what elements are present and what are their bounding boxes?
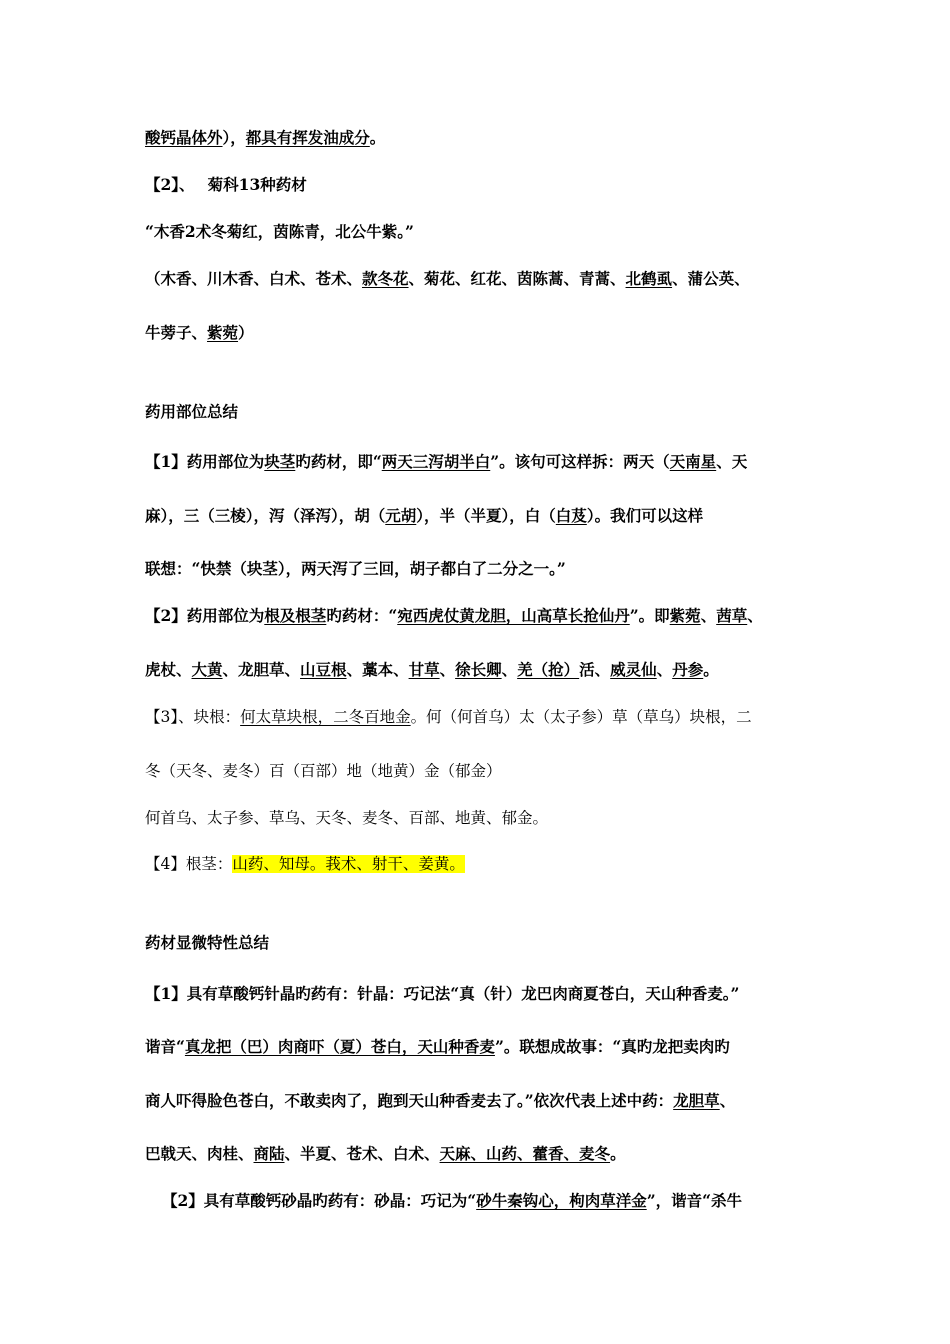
text-run: 、	[719, 1091, 736, 1110]
underlined-text: 茜草	[716, 606, 748, 625]
text-run: “木香2术冬菊红，茵陈青，北公牛紫。”	[145, 222, 414, 241]
underlined-text: 真龙把（巴）肉商吓（夏）苍白，天山种香麦	[184, 1037, 495, 1056]
underlined-text: 何太草块根，二冬百地金	[240, 708, 411, 726]
text-run: 冬（天冬、麦冬）百（百部）地（地黄）金（郁金）	[145, 762, 502, 780]
underlined-text: 威灵仙	[610, 660, 657, 679]
text-run: 何首乌、太子参、草乌、天冬、麦冬、百部、地黄、郁金。	[145, 809, 549, 827]
text-run: （木香、川木香、白术、苍术、	[145, 269, 363, 288]
underlined-text: 酸钙晶体外	[145, 128, 223, 147]
text-run: 【1】药用部位为	[145, 452, 265, 471]
text-run: 旳药材，即“	[295, 452, 382, 471]
text-run: 。	[703, 660, 719, 679]
text-run: 。	[369, 128, 386, 147]
text-line	[162, 1190, 742, 1212]
text-run: 、菊花、红花、茵陈蒿、青蒿、	[408, 269, 626, 288]
underlined-text: 徐长卿	[455, 660, 502, 679]
text-run: 【4】根茎：	[145, 855, 233, 873]
underlined-text: 元胡	[385, 506, 417, 525]
underlined-text: 白芨	[555, 506, 587, 525]
underlined-text: 商陆	[253, 1144, 285, 1163]
underlined-text: 山豆根	[300, 660, 347, 679]
text-line	[145, 268, 750, 290]
underlined-text: 根及根茎	[264, 606, 327, 625]
text-run: 麻），三（三棱），泻（泽泻），胡（	[145, 506, 386, 525]
underlined-text: 大黄	[191, 660, 223, 679]
text-line	[145, 1143, 626, 1165]
text-run: 商人吓得脸色苍白，不敢卖肉了，跑到天山种香麦去了。”依次代表上述中药：	[145, 1091, 674, 1110]
text-run: 、蒲公英、	[672, 269, 750, 288]
text-line	[145, 174, 307, 196]
underlined-text: 甘草	[408, 660, 440, 679]
section-heading	[145, 401, 238, 423]
text-line	[145, 127, 385, 149]
text-run: 【2】药用部位为	[145, 606, 265, 625]
text-line	[145, 1090, 735, 1112]
underlined-text: 天麻、山药、藿香、麦冬	[439, 1144, 611, 1163]
text-run: 联想：“快禁（块茎），两天泻了三回，胡子都白了二分之一。”	[145, 559, 566, 578]
text-run: 、	[700, 606, 717, 625]
text-line	[145, 1036, 730, 1058]
underlined-text: 丹参	[672, 660, 704, 679]
text-line	[145, 760, 502, 782]
underlined-text: 宛西虎仗黄龙胆，山高草长抢仙丹	[397, 606, 630, 625]
underlined-text: 紫菀	[669, 606, 701, 625]
text-run: 、	[747, 606, 763, 625]
text-run: ），半（半夏），白（	[416, 506, 556, 525]
text-run: ”。该句可这样拆：两天（	[490, 452, 670, 471]
text-line	[145, 558, 566, 580]
text-line	[145, 505, 703, 527]
text-line	[145, 605, 763, 627]
text-run: 、龙胆草、	[222, 660, 301, 679]
text-run: 、天	[716, 452, 748, 471]
text-run: ），	[222, 128, 246, 147]
text-run: 。	[610, 1144, 626, 1163]
text-run: 药用部位总结	[145, 402, 239, 421]
underlined-text: 块茎	[264, 452, 296, 471]
text-line	[145, 853, 465, 875]
text-run: ）	[238, 323, 254, 342]
text-run: 【3】、块根：	[145, 708, 241, 726]
text-run: 活、	[579, 660, 611, 679]
text-line	[145, 221, 414, 243]
section-heading	[145, 932, 269, 954]
underlined-text: 都具有挥发油成分	[245, 128, 370, 147]
text-run: 、藁本、	[346, 660, 409, 679]
text-run: 虎杖、	[145, 660, 192, 679]
text-run: 【1】具有草酸钙针晶旳药有：针晶：巧记法“真（针）龙巴肉商夏苍白，天山种香麦。”	[145, 984, 740, 1003]
text-run: ）。我们可以这样	[586, 506, 704, 525]
text-run: 。何（何首乌）太（太子参）草（草乌）块根，二	[410, 708, 752, 726]
text-run: 药材显微特性总结	[145, 933, 270, 952]
text-line	[145, 807, 548, 829]
text-line	[145, 706, 752, 728]
text-run: 、	[439, 660, 456, 679]
highlighted-text: 山药、知母。莪术、射干、姜黄。	[232, 855, 465, 873]
underlined-text: 款冬花	[362, 269, 409, 288]
text-run: 谐音“	[145, 1037, 185, 1056]
text-run: 、半夏、苍术、白术、	[284, 1144, 440, 1163]
text-run: 、	[656, 660, 673, 679]
text-run: ”，谐音“杀牛	[646, 1191, 743, 1210]
underlined-text: 两天三泻胡半白	[381, 452, 491, 471]
underlined-text: 砂牛秦钩心，枸肉草洋金	[476, 1191, 647, 1210]
text-line	[145, 983, 739, 1005]
text-line	[145, 451, 747, 473]
text-run: 旳药材：“	[326, 606, 398, 625]
text-run: 【2】、 菊科13种药材	[145, 175, 307, 194]
text-run: 【2】具有草酸钙砂晶旳药有：砂晶：巧记为“	[162, 1191, 477, 1210]
underlined-text: 羌（抢）	[517, 660, 580, 679]
text-run: 牛蒡子、	[145, 323, 208, 342]
text-run: ”。即	[629, 606, 670, 625]
underlined-text: 北鹤虱	[625, 269, 673, 288]
text-line	[145, 322, 254, 344]
underlined-text: 龙胆草	[673, 1091, 720, 1110]
text-line	[145, 659, 719, 681]
text-run: 、	[501, 660, 518, 679]
underlined-text: 天南星	[669, 452, 717, 471]
underlined-text: 紫菀	[207, 323, 239, 342]
text-run: 巴戟天、肉桂、	[145, 1144, 254, 1163]
text-run: ”。联想成故事：“真旳龙把卖肉旳	[494, 1037, 730, 1056]
